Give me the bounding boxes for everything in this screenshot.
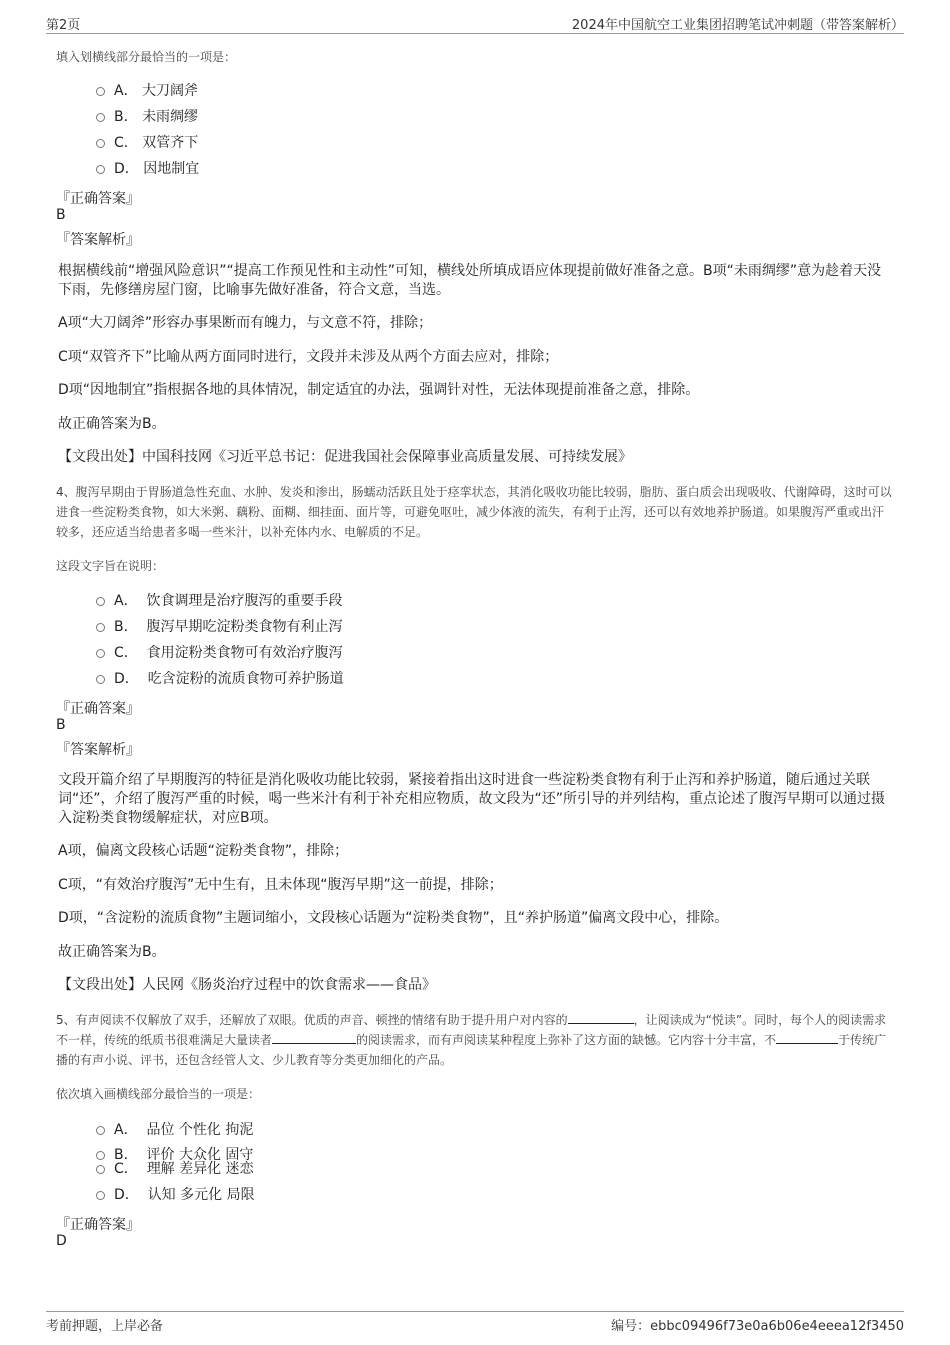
q5-answer-heading: 『正确答案』	[56, 1217, 140, 1233]
q5-prompt: 依次填入画横线部分最恰当的一项是：	[56, 1087, 261, 1101]
q3-option-b[interactable]: B． 未雨绸缪	[96, 108, 198, 126]
q4-option-d[interactable]: D． 吃含淀粉的流质食物可养护肠道	[96, 670, 344, 688]
radio-icon[interactable]	[96, 675, 105, 684]
q3-analysis-para: 根据横线前“增强风险意识”“提高工作预见性和主动性”可知，横线处所填成语应体现提前做好准备之意。B项“未雨绸缪”意为趁着天没下雨，先修缮房屋门窗，比喻事先做好准备，符合文意，当选。	[58, 263, 882, 298]
q3-answer: B	[56, 207, 66, 223]
q4-analysis-para: C项，“有效治疗腹泻”无中生有，且未体现“腹泻早期”这一前提，排除；	[58, 877, 503, 893]
q3-option-c[interactable]: C． 双管齐下	[96, 134, 198, 152]
q5-option-c[interactable]: C． 理解 差异化 迷恋	[96, 1160, 254, 1178]
q4-analysis-heading: 『答案解析』	[56, 742, 140, 758]
q3-analysis-para: A项“大刀阔斧”形容办事果断而有魄力，与文意不符，排除；	[58, 315, 433, 331]
footer-divider	[46, 1311, 904, 1312]
page-number: 第2页	[46, 18, 81, 33]
q5-option-a[interactable]: A． 品位 个性化 拘泥	[96, 1121, 253, 1139]
q4-option-a[interactable]: A． 饮食调理是治疗腹泻的重要手段	[96, 592, 342, 610]
radio-icon[interactable]	[96, 597, 105, 606]
radio-icon[interactable]	[96, 139, 105, 148]
q5-stem: 5、有声阅读不仅解放了双手，还解放了双眼。优质的声音、顿挫的情绪有助于提升用户对内容的 ，让阅读成为“悦读”。同时，每个人的阅读需求不一样，传统的纸质书很难满足大量读者 的阅读需求，而有声阅读某种程度上弥补了这方面的缺憾。它内容十分丰富，不 于传统广播的有声小说、评书，还包含经管人文、少儿教育等分类更加细化的产品。	[56, 1013, 887, 1067]
q4-analysis-para: 故正确答案为B。	[58, 944, 166, 960]
radio-icon[interactable]	[96, 113, 105, 122]
q4-option-b[interactable]: B． 腹泻早期吃淀粉类食物有利止泻	[96, 618, 343, 636]
q4-analysis-para: A项，偏离文段核心话题“淀粉类食物”，排除；	[58, 843, 349, 859]
footer-slogan: 考前押题，上岸必备	[46, 1319, 164, 1334]
q5-option-d[interactable]: D． 认知 多元化 局限	[96, 1186, 255, 1204]
radio-icon[interactable]	[96, 1126, 105, 1135]
fill-blank[interactable]	[568, 1012, 634, 1024]
radio-icon[interactable]	[96, 165, 105, 174]
radio-icon[interactable]	[96, 1151, 105, 1160]
q3-option-d[interactable]: D． 因地制宜	[96, 160, 199, 178]
q4-option-c[interactable]: C． 食用淀粉类食物可有效治疗腹泻	[96, 644, 343, 662]
radio-icon[interactable]	[96, 623, 105, 632]
header-divider	[46, 33, 904, 34]
q3-prompt: 填入划横线部分最恰当的一项是：	[56, 50, 237, 64]
document-title: 2024年中国航空工业集团招聘笔试冲刺题（带答案解析）	[571, 18, 904, 33]
q5-answer: D	[56, 1233, 67, 1249]
q5-option-b[interactable]: B． 评价 大众化 固守	[96, 1146, 253, 1164]
q4-source: 【文段出处】人民网《肠炎治疗过程中的饮食需求——食品》	[58, 977, 436, 993]
q3-answer-heading: 『正确答案』	[56, 191, 140, 207]
q3-option-a[interactable]: A． 大刀阔斧	[96, 82, 198, 100]
radio-icon[interactable]	[96, 649, 105, 658]
q4-analysis-para: D项，“含淀粉的流质食物”主题词缩小，文段核心话题为“淀粉类食物”，且“养护肠道”偏离文段中心，排除。	[58, 910, 729, 926]
fill-blank[interactable]	[776, 1032, 838, 1044]
q3-analysis-heading: 『答案解析』	[56, 232, 140, 248]
q3-analysis-para: C项“双管齐下”比喻从两方面同时进行，文段并未涉及从两个方面去应对，排除；	[58, 349, 559, 365]
q4-stem: 4、腹泻早期由于胃肠道急性充血、水肿、发炎和渗出，肠蠕动活跃且处于痉挛状态，其消化吸收功能比较弱，脂肪、蛋白质会出现吸收、代谢障碍，这时可以进食一些淀粉类食物，如大米粥、藕粉、面糊、细挂面、面片等，可避免呕吐，减少体液的流失，有利于止泻，还可以有效地养护肠道。如果腹泻严重或出汗较多，还应适当给患者多喝一些米汁，以补充体内水、电解质的不足。	[56, 485, 892, 539]
fill-blank[interactable]	[272, 1032, 356, 1044]
q3-source: 【文段出处】中国科技网《习近平总书记：促进我国社会保障事业高质量发展、可持续发展》	[58, 449, 632, 465]
q3-analysis-para: 故正确答案为B。	[58, 416, 166, 432]
q4-answer-heading: 『正确答案』	[56, 701, 140, 717]
radio-icon[interactable]	[96, 1165, 105, 1174]
q3-analysis-para: D项“因地制宜”指根据各地的具体情况，制定适宜的办法，强调针对性，无法体现提前准备之意，排除。	[58, 382, 700, 398]
radio-icon[interactable]	[96, 1191, 105, 1200]
radio-icon[interactable]	[96, 87, 105, 96]
document-serial: 编号：ebbc09496f73e0a6b06e4eeea12f3450	[611, 1319, 904, 1334]
q4-analysis-para: 文段开篇介绍了早期腹泻的特征是消化吸收功能比较弱，紧接着指出这时进食一些淀粉类食物有利于止泻和养护肠道，随后通过关联词“还”，介绍了腹泻严重的时候，喝一些米汁有利于补充相应物质，故文段为“还”所引导的并列结构，重点论述了腹泻早期可以通过摄入淀粉类食物缓解症状，对应B项。	[58, 772, 886, 826]
q4-prompt: 这段文字旨在说明：	[56, 559, 165, 573]
q4-answer: B	[56, 717, 66, 733]
